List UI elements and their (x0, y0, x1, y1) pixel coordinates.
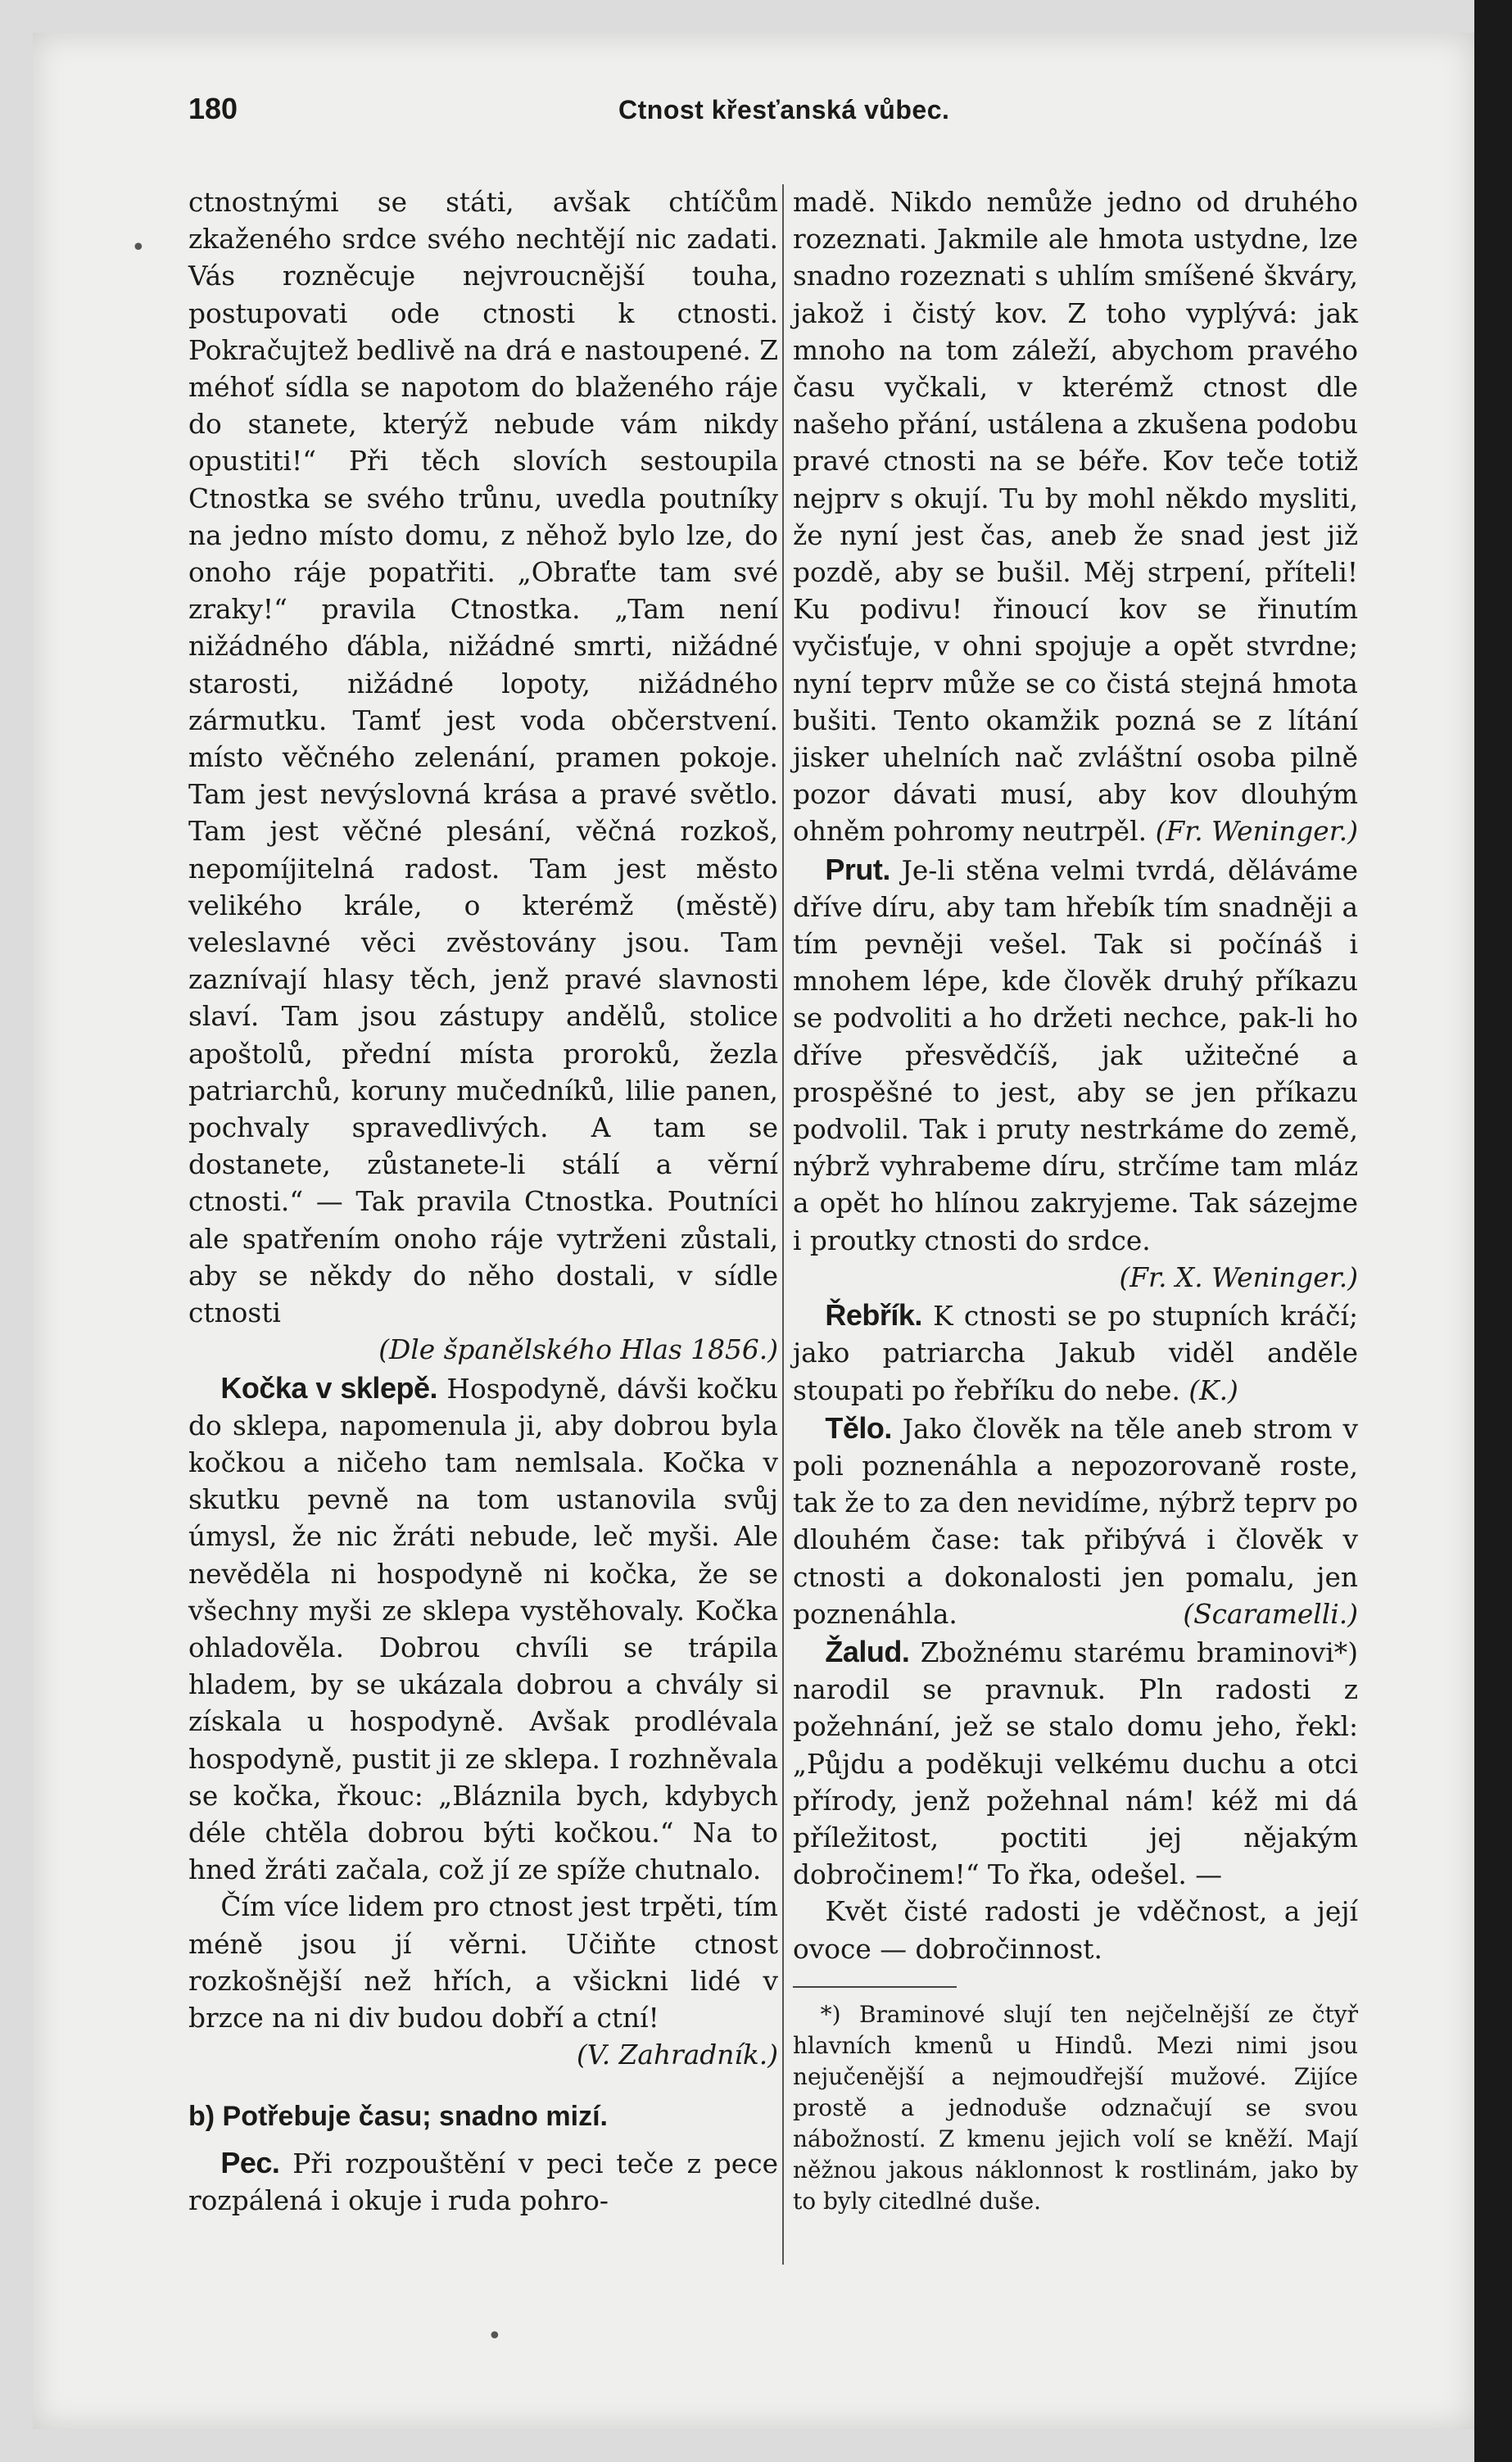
pec-heading: Pec. (220, 2145, 280, 2179)
right-paragraph-1-text: madě. Nikdo nemůže jedno od druhého rozeznati. Jakmile ale hmota ustydne, lze snadno rozeznati s uhlím smíšené škváry, jakož i čistý kov. Z toho vyplývá: jak mnoho na tom záleží, abychom pravého času vyčkali, v kterémž ctnost dle našeho přání, ustálena a zkušena podobu pravé ctnosti na se béře. Kov teče totiž nejprv s okují. Tu by mohl někdo mysliti, že nyní jest čas, aneb že snad jest již pozdě, aby se bušil. Měj strpení, příteli! Ku podivu! řinoucí kov se řinutím vyčisťuje, v ohni spojuje a opět stvrdne; nyní teprv může se co čistá stejná hmota bušiti. Tento okamžik pozná se z lítání jisker uhelních nač zvláštní osoba pilně pozor dávati musí, aby kov dlouhým ohněm pohromy neutrpěl. (793, 187, 1358, 848)
running-title: Ctnost křesťanská vůbec. (618, 95, 950, 124)
column-divider (782, 184, 784, 2265)
source-citation-4: (Fr. X. Weninger.) (1119, 1261, 1358, 1293)
zalud-heading: Žalud. (825, 1634, 910, 1668)
kocka-heading: Kočka v sklepě. (220, 1370, 437, 1405)
prut-heading: Prut. (825, 852, 890, 886)
section-heading-b: b) Potřebuje času; snadno mizí. (188, 2101, 608, 2133)
left-column (188, 184, 778, 2220)
right-paragraph-1 (793, 184, 1358, 851)
page-header (160, 92, 1450, 141)
source-citation-1: (Dle španělského Hlas 1856.) (378, 1334, 778, 1366)
footnote: *) Braminové slují ten nejčelnější ze čtyř hlavních kmenů u Hindů. Mezi nimi jsou nejučenější a nejmoudřejší mužové. Zijíce prostě a jednoduše odznačují se svou nábožností. Z kmenu jejich volí se kněží. Mají něžnou jakous náklonnost k rostlinám, jako by to byly citedlné duše. (793, 2000, 1358, 2215)
left-paragraph-1: ctnostnými se státi, avšak chtíčům zkaženého srdce svého nechtějí nic zadati. Vás rozněcuje nejvroucnější touha, postupovati ode ctnosti k ctnosti. Pokračujtež bedlivě na drá e nastoupené. Z méhoť sídla se napotom do blaženého ráje do stanete, kterýž nebude vám nikdy opustiti!“ Při těch slovích sestoupila Ctnostka se svého trůnu, uvedla poutníky na jedno místo domu, z něhož bylo lze, do onoho ráje popatřiti. „Obraťte tam své zraky!“ pravila Ctnostka. „Tam není nižádného ďábla, nižádné smrti, nižádné starosti, nižádné lopoty, nižádného zármutku. Tamť jest voda občerstvení. místo věčného zelenání, pramen pokoje. Tam jest nevýslovná krása a pravé světlo. Tam jest věčné plesání, věčná rozkoš, nepomíjitelná radost. Tam jest město velikého krále, o kterémž (městě) veleslavné věci zvěstovány jsou. Tam zaznívají hlasy těch, jenž pravé slavnosti slaví. Tam jsou zástupy andělů, stolice apoštolů, přední místa proroků, žezla patriarchů, koruny mučedníků, lilie panen, pochvaly spravedlivých. A tam se dostanete, zůstanete-li stálí a věrní ctnosti.“ — Tak pravila Ctnostka. Poutníci ale spatřením onoho ráje vytrženi zůstali, aby se někdy do něho dostali, v sídle ctnosti (188, 187, 778, 1329)
rebrik-heading: Řebřík. (825, 1298, 922, 1333)
margin-mark: • (131, 233, 146, 262)
footnote-separator (793, 1986, 957, 1988)
kocka-entry (188, 1369, 778, 1889)
kvet-paragraph: Květ čisté radosti je vděčnost, a její ovoce — dobročinnost. (793, 1896, 1358, 1965)
telo-text: Jako člověk na těle aneb strom v poli poznenáhla a nepozorovaně roste, tak že to za den nevidíme, nýbrž teprv po dlouhém čase: tak přibývá i člověk v ctnosti a dokonalosti jen pomalu, jen poznenáhla. (793, 1413, 1358, 1630)
pec-entry (188, 2144, 778, 2220)
right-column (793, 184, 1358, 2217)
telo-source: (Scaramelli.) (1183, 1598, 1358, 1630)
rebrik-text: K ctnosti se po stupních kráčí; jako patriarcha Jakub viděl anděle stoupati po řebříku do nebe. (793, 1301, 1358, 1406)
telo-entry (793, 1410, 1358, 1633)
scan-edge (1474, 0, 1512, 2462)
telo-heading: Tělo. (825, 1410, 892, 1445)
ink-blot: • (487, 2322, 502, 2351)
rebrik-source: (K.) (1188, 1374, 1238, 1406)
kocka-text: Hospodyně, dávši kočku do sklepa, napomenula ji, aby dobrou byla kočkou a ničeho tam nemlsala. Kočka v skutku pevně na tom ustanovila svůj úmysl, že nic žráti nebude, leč myši. Ale nevěděla ni hospodyně ni kočka, že se všechny myši ze sklepa vystěhovaly. Kočka ohladověla. Dobrou chvíli se trápila hladem, by se ukázala dobrou a chvály si získala u hospodyně. Avšak prodlévala hospodyně, pustit ji ze sklepa. I rozhněvala se kočka, řkouc: „Bláznila bych, kdybych déle chtěla dobrou býti kočkou.“ Na to hned žráti začala, což jí ze spíže chutnalo. (188, 1373, 778, 1886)
zalud-text: Zbožnému starému braminovi*) narodil se pravnuk. Pln radosti z požehnání, jež se stalo domu jeho, řekl: „Půjdu a poděkuji velkému duchu a otci přírody, jenž požehnal nám! kéž mi dá příležitost, poctiti jej nějakým dobročinem!“ To řka, odešel. — (793, 1636, 1358, 1891)
page-number: 180 (188, 92, 238, 125)
zalud-entry (793, 1633, 1358, 1894)
pec-text: Při rozpouštění v peci teče z pece rozpálená i okuje i ruda pohro- (188, 2147, 778, 2216)
prut-entry (793, 851, 1358, 1260)
source-citation-3: (Fr. Weninger.) (1155, 816, 1358, 848)
kocka-paragraph-2: Čím více lidem pro ctnost jest trpěti, tím méně jsou jí věrni. Učiňte ctnost rozkošnější než hřích, a všickni lidé v brzce na ni div budou dobří a ctní! (188, 1891, 778, 2034)
prut-text: Je-li stěna velmi tvrdá, děláváme dříve díru, aby tam hřebík tím snadněji a tím pevněji vešel. Tak si počínáš i mnohem lépe, kde člověk druhý příkazu se podvoliti a ho držeti nechce, pak-li ho dříve přesvědčíš, jak užitečné a prospěšné to jest, aby se jen příkazu podvolil. Tak i pruty nestrkáme do země, nýbrž vyhrabeme díru, strčíme tam mláz a opět ho hlínou zakryjeme. Tak sázejme i proutky ctnosti do srdce. (793, 854, 1358, 1256)
rebrik-entry (793, 1297, 1358, 1410)
source-citation-2: (V. Zahradník.) (577, 2039, 778, 2071)
